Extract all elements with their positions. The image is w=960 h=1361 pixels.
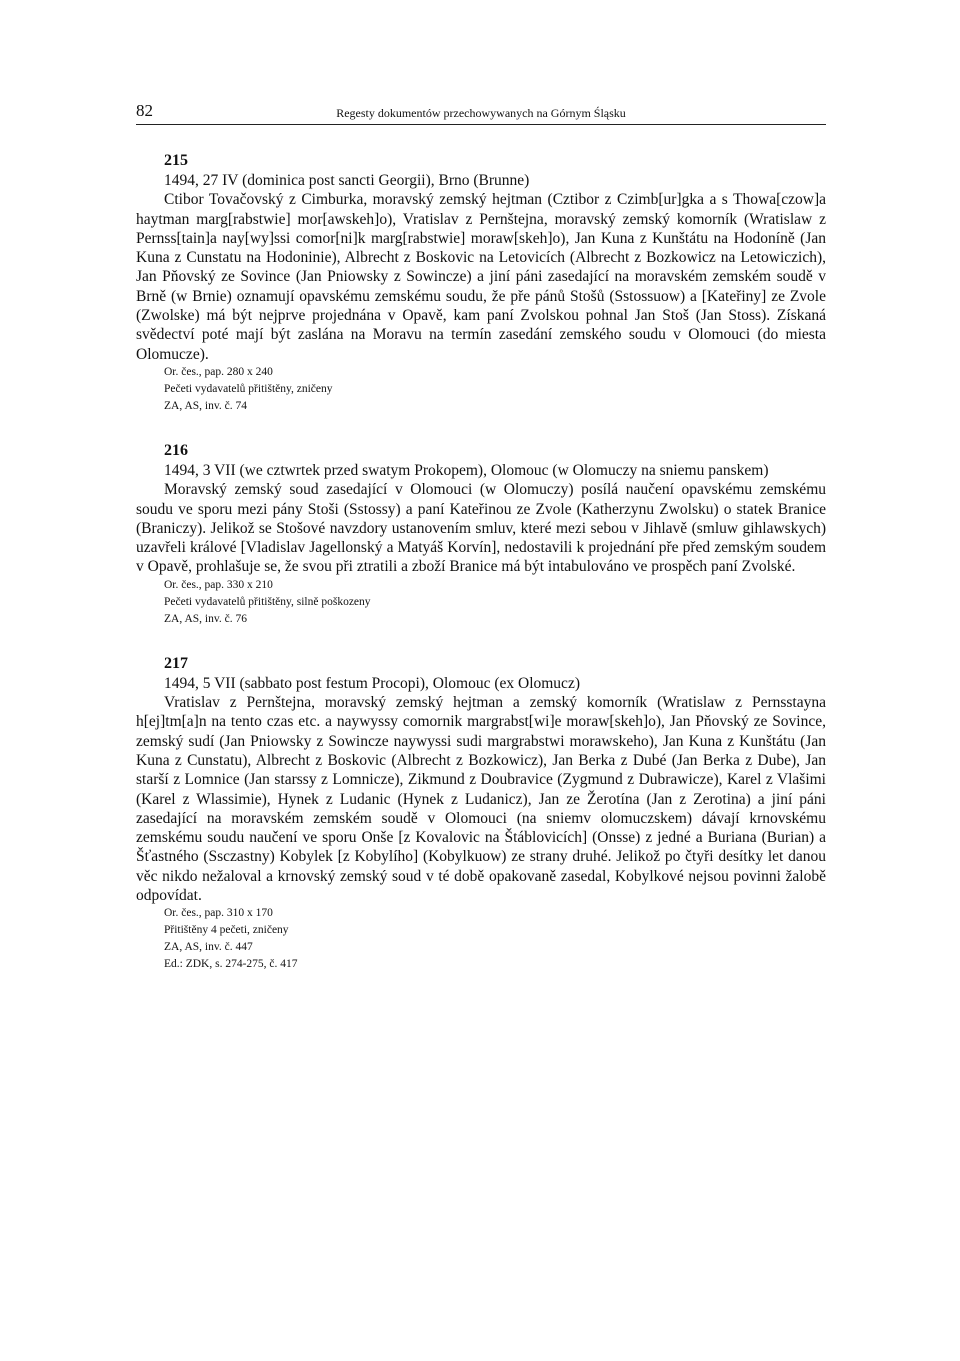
page-header bbox=[136, 100, 826, 125]
regest-entry bbox=[136, 441, 826, 628]
entry-body: Vratislav z Pernštejna, moravský zemský hejtman a zemský komorník (Wratislaw z Pernsstayna h[ej]tm[a]n na tento czas etc. a naywyssy comornik margrabst[wi]e moraw[skeh]o), Jan Pňovský ze Sovince, zemský sudí (Jan Pniowsky z Sowincze naywyssi sudi margrabstwi morawskeho), Jan Kuna z Kunštátu (Jan Kuna z Cunstatu), Albrecht z Boskovic (Albrecht z Bozkowicz), Jan Berka z Dubé (Jan Berka z Dube), Jan starší z Lomnice (Jan starssy z Lomnicze), Zikmund z Doubravice (Zygmund z Dubrawicze), Karel z Vlašimi (Karel z Wlassimie), Hynek z Ludanic (Hynek z Ludanicz), Jan ze Žerotína (Jan z Zerotina) a jiní páni zasedající na moravském zemském soudě v Olomouci (na sniemv olomuczskem) dávají krnovskému zemskému soudu naučení ve sporu Onše [z Kovalovic na Štáblovicích] (Onsse) z jedné a Buriana (Burian) a Šťastného (Ssczastny) Kobylek [z Kobylího] (Kobylkuow) ze strany druhé. Jelikož po čtyři desítky let danou věc nikdo nežaloval a krnovský zemský soud v té době opakovaně zasedal, Kobylkové nejsou povinni žalobě odpovídat. bbox=[136, 694, 826, 905]
entry-number: 216 bbox=[164, 441, 188, 459]
entry-meta bbox=[164, 364, 826, 415]
meta-line: ZA, AS, inv. č. 74 bbox=[164, 399, 247, 412]
regest-entry bbox=[136, 151, 826, 415]
page-number: 82 bbox=[136, 101, 153, 120]
entry-body: Moravský zemský soud zasedající v Olomouci (w Olomuczy) posílá naučení opavskému zemskému soudu ve sporu mezi pány Stoši (Sstossy) a paní Kateřinou ze Zvole (Katherzynu Zwolsku) o statek Branice (Braniczy). Jelikož se Stošové navzdory ustanovením smluv, které mezi sebou v Jihlavě (smluw gihlawskych) uzavřeli králové [Vladislav Jagellonský a Matyáš Korvín], nedostavili k projednání pře před zemským soudem v Opavě, prohlašuje se, že svou při ztratili a zboží Branice má být intabulováno ve prospěch paní Zvolské. bbox=[136, 481, 826, 576]
entry-dateline: 1494, 3 VII (we cztwrtek przed swatym Prokopem), Olomouc (w Olomuczy na sniemu panskem) bbox=[164, 461, 769, 479]
meta-line: Ed.: ZDK, s. 274-275, č. 417 bbox=[164, 958, 298, 971]
meta-line: Or. čes., pap. 310 x 170 bbox=[164, 907, 273, 920]
running-title: Regesty dokumentów przechowywanych na Górnym Śląsku bbox=[336, 106, 626, 120]
entry-meta bbox=[164, 577, 826, 628]
meta-line: Přitištěny 4 pečeti, zničeny bbox=[164, 924, 289, 937]
meta-line: Pečeti vydavatelů přitištěny, zničeny bbox=[164, 382, 333, 395]
entry-body: Ctibor Tovačovský z Cimburka, moravský zemský hejtman (Cztibor z Czimb[ur]gka a s Thowa[czow]a haytman marg[rabstwie] mor[awskeh]o), Vratislav z Pernštejna, moravský zemský komorník (Wratislaw z Pernss[tain]a nay[wy]ssi comor[ni]k marg[rabstwie] moraw[skeh]o), Jan Kuna z Kunštátu na Hodoníně (Jan Kuna z Cunstatu na Hodoninie), Albrecht z Boskovic na Letovicích (Albrecht z Bozkowicz na Letowiczich), Jan Pňovský ze Sovince (Jan Pniowsky z Sowincze) a jiní páni zasedající na moravském zemském soudě v Brně (w Brnie) oznamují opavskému zemskému soudu, že pře pánů Stošů (Sstossuow) a [Kateřiny] ze Zvole (Zwolske) má být nejprve projednána v Opavě, kam paní Zvolskou pohnal Jan Stoš (Jan Stoss). Získaná svědectví poté mají být zaslána na Moravu na termín zasedání zemského soudu v Olomouci (do miesta Olomucze). bbox=[136, 191, 826, 363]
meta-line: ZA, AS, inv. č. 76 bbox=[164, 612, 247, 625]
entry-meta bbox=[164, 905, 826, 973]
entry-dateline: 1494, 5 VII (sabbato post festum Procopi), Olomouc (ex Olomucz) bbox=[164, 674, 580, 692]
entry-number: 215 bbox=[164, 152, 188, 169]
meta-line: Or. čes., pap. 280 x 240 bbox=[164, 365, 273, 378]
entry-number: 217 bbox=[164, 654, 188, 672]
document-page bbox=[136, 100, 826, 973]
regest-entry bbox=[136, 654, 826, 974]
meta-line: Or. čes., pap. 330 x 210 bbox=[164, 578, 273, 591]
meta-line: ZA, AS, inv. č. 447 bbox=[164, 941, 253, 954]
entry-dateline: 1494, 27 IV (dominica post sancti Georgii), Brno (Brunne) bbox=[164, 172, 530, 189]
meta-line: Pečeti vydavatelů přitištěny, silně poškozeny bbox=[164, 595, 371, 608]
